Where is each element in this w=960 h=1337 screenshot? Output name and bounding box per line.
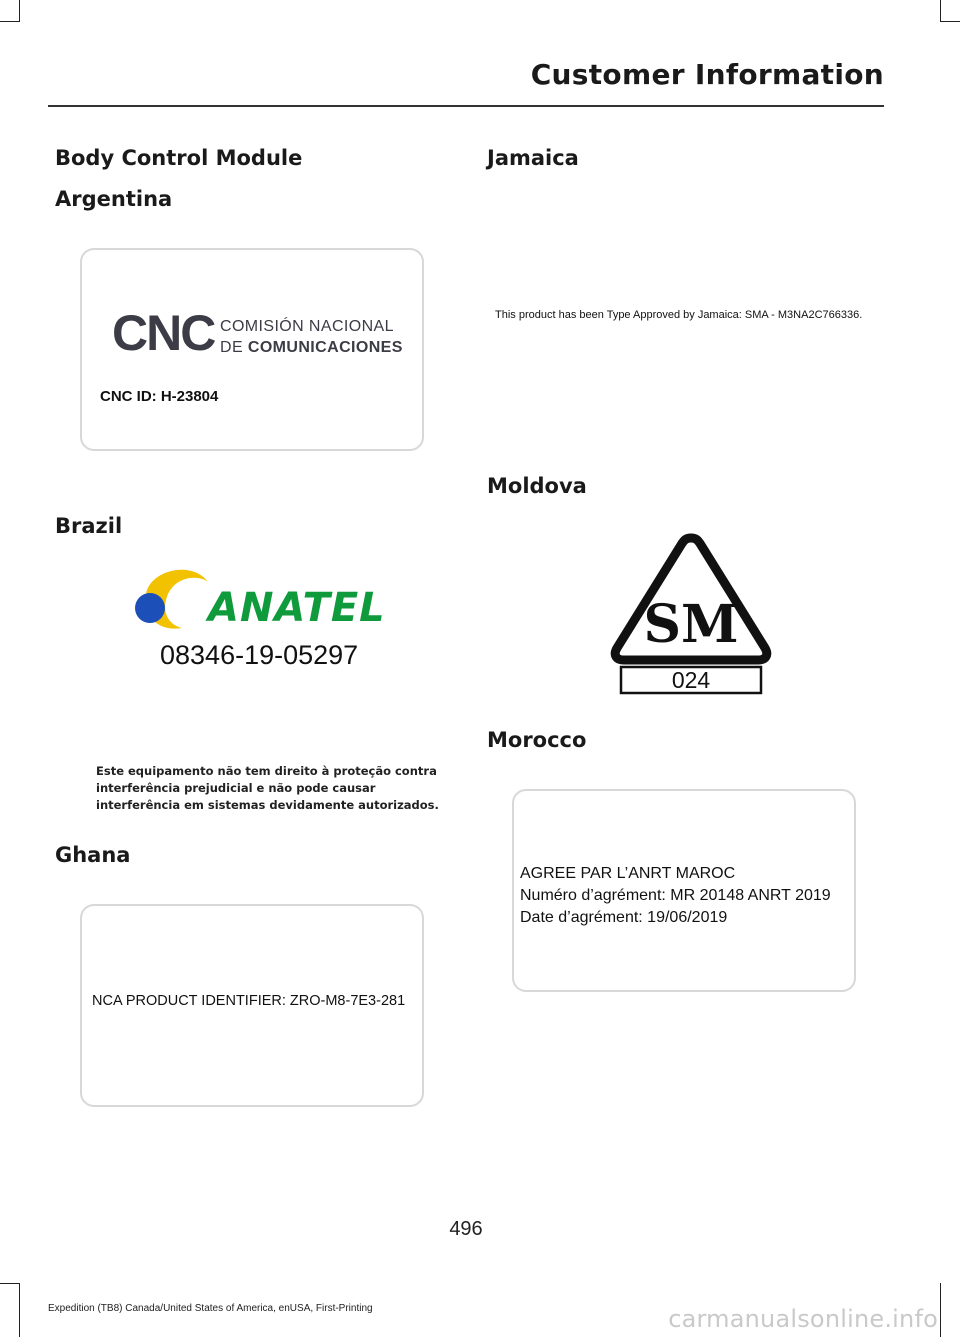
moldova-mark-number: 024: [671, 667, 711, 693]
crop-mark-top-right-h: [940, 21, 960, 22]
heading-brazil: Brazil: [55, 514, 123, 538]
title-divider: [48, 105, 884, 107]
heading-ghana: Ghana: [55, 843, 131, 867]
morocco-line2: Numéro d’agrément: MR 20148 ANRT 2019: [520, 887, 831, 904]
moldova-sm-mark: [608, 530, 774, 698]
cnc-logo: [112, 305, 403, 361]
cnc-logo-line2-bold: COMUNICACIONES: [247, 339, 403, 356]
crop-mark-bottom-left-v: [19, 1283, 20, 1337]
cnc-id-text: CNC ID: H-23804: [100, 388, 219, 405]
heading-argentina: Argentina: [55, 187, 173, 211]
crop-mark-bottom-right-v: [940, 1283, 941, 1337]
section-title: Body Control Module: [55, 146, 303, 170]
jamaica-approval-text: This product has been Type Approved by Jamaica: SMA - M3NA2C766336.: [495, 309, 863, 321]
heading-morocco: Morocco: [487, 728, 587, 752]
crop-mark-top-left-v: [19, 0, 20, 22]
morocco-line3: Date d’agrément: 19/06/2019: [520, 909, 728, 926]
page-title: Customer Information: [530, 58, 884, 91]
cnc-logo-line2: [220, 337, 420, 358]
cnc-logo-letters: CNC: [112, 305, 215, 361]
morocco-label-text: [520, 863, 831, 929]
page-number: 496: [449, 1218, 483, 1240]
anatel-logo-word: ANATEL: [208, 585, 386, 631]
watermark: carmanualsonline.info: [668, 1305, 938, 1333]
anatel-blue-dot: [135, 593, 165, 623]
heading-jamaica: Jamaica: [487, 146, 579, 170]
morocco-line1: AGREE PAR L’ANRT MAROC: [520, 865, 736, 882]
morocco-label-card: [512, 789, 856, 992]
heading-moldova: Moldova: [487, 474, 587, 498]
anatel-number: 08346-19-05297: [160, 640, 359, 670]
cnc-logo-line2-prefix: DE: [220, 339, 248, 356]
edition-footer: Expedition (TB8) Canada/United States of America, enUSA, First-Printing: [48, 1303, 373, 1314]
crop-mark-top-left-h: [0, 21, 20, 22]
cnc-logo-line1: COMISIÓN NACIONAL: [220, 318, 394, 335]
crop-mark-bottom-left-h: [0, 1283, 20, 1284]
argentina-label-card: [80, 248, 424, 451]
anatel-swoosh-graphic: [128, 560, 218, 640]
moldova-mark-letters: SM: [643, 594, 739, 655]
anatel-notice: Este equipamento não tem direito à proteção contra interferência prejudicial e não pode causar interferência em sistemas devidamente autorizados.: [96, 764, 439, 812]
crop-mark-top-right-v: [940, 0, 941, 22]
ghana-label-card: [80, 904, 424, 1107]
ghana-identifier: NCA PRODUCT IDENTIFIER: ZRO-M8-7E3-281: [92, 993, 406, 1009]
cnc-logo-text: [220, 316, 420, 358]
